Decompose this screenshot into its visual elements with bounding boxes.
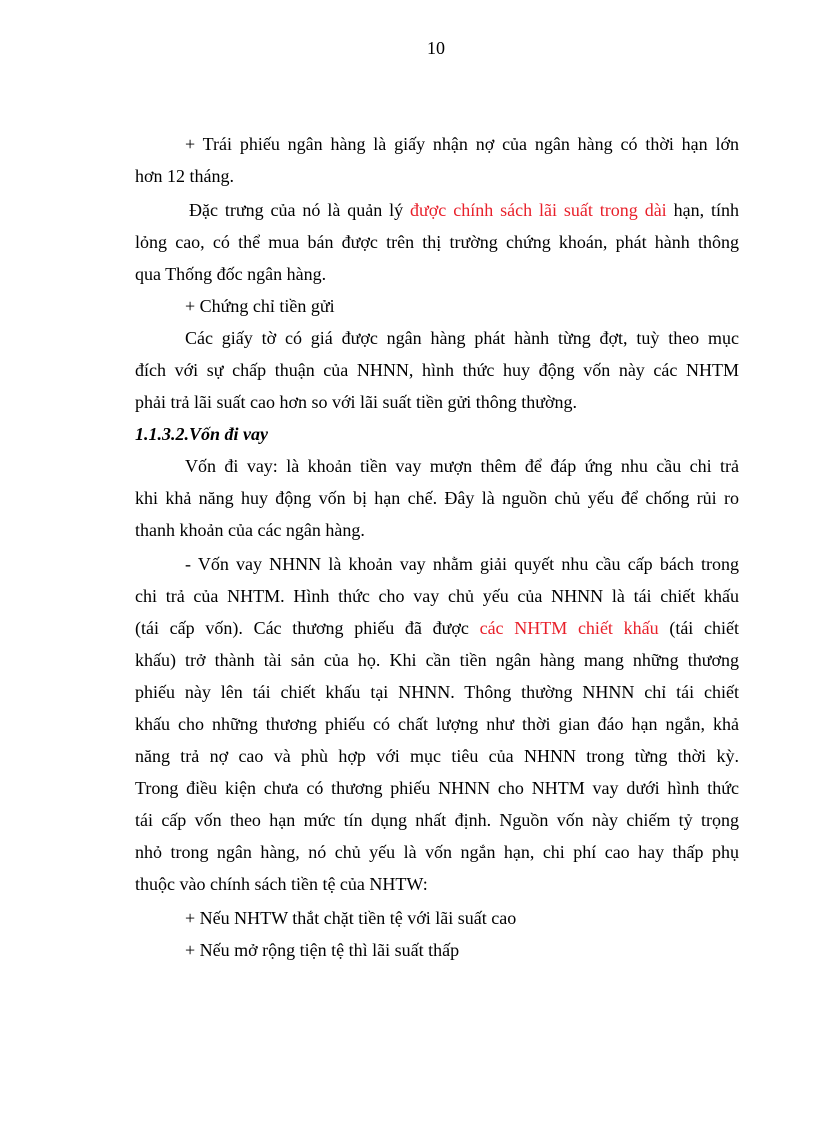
paragraph-line-highlight xyxy=(135,612,739,644)
paragraph-line: + Trái phiếu ngân hàng là giấy nhận nợ của ngân hàng có thời hạn lớn xyxy=(185,134,739,154)
paragraph-line: hơn 12 tháng. xyxy=(135,166,235,186)
paragraph-line: tái cấp vốn theo hạn mức tín dụng nhất định. Nguồn vốn này chiếm tỷ trọng xyxy=(135,810,739,830)
paragraph-line: + Chứng chỉ tiền gửi xyxy=(185,296,335,316)
text-span: hạn, tính xyxy=(666,200,739,220)
paragraph-line: Các giấy tờ có giá được ngân hàng phát hành từng đợt, tuỳ theo mục xyxy=(185,328,739,348)
paragraph-line: Trong điều kiện chưa có thương phiếu NHNN cho NHTM vay dưới hình thức xyxy=(135,778,739,798)
paragraph-line: + Nếu mở rộng tiện tệ thì lãi suất thấp xyxy=(185,940,460,960)
paragraph-line: nhỏ trong ngân hàng, nó chủ yếu là vốn ngắn hạn, chi phí cao hay thấp phụ xyxy=(135,842,739,862)
paragraph-line: - Vốn vay NHNN là khoản vay nhằm giải quyết nhu cầu cấp bách trong xyxy=(185,554,739,574)
paragraph-line: chi trả của NHTM. Hình thức cho vay chủ yếu của NHNN là tái chiết khấu xyxy=(135,586,739,606)
text-span: (tái cấp vốn). Các thương phiếu đã được xyxy=(135,618,480,638)
highlighted-text: được chính sách lãi suất trong dài xyxy=(410,200,667,220)
paragraph-line: khi khả năng huy động vốn bị hạn chế. Đây là nguồn chủ yếu để chống rủi ro xyxy=(135,488,739,508)
paragraph-line: thuộc vào chính sách tiền tệ của NHTW: xyxy=(135,874,428,894)
paragraph-line: + Nếu NHTW thắt chặt tiền tệ với lãi suất cao xyxy=(185,908,517,928)
paragraph-line: khấu) trở thành tài sản của họ. Khi cần tiền ngân hàng mang những thương xyxy=(135,650,739,670)
paragraph-line: thanh khoản của các ngân hàng. xyxy=(135,520,365,540)
paragraph-line: qua Thống đốc ngân hàng. xyxy=(135,264,327,284)
paragraph-line: phiếu này lên tái chiết khấu tại NHNN. Thông thường NHNN chỉ tái chiết xyxy=(135,682,739,702)
text-span: Đặc trưng của nó là quản lý xyxy=(189,200,411,220)
paragraph-line: đích với sự chấp thuận của NHNN, hình thức huy động vốn này các NHTM xyxy=(135,360,739,380)
paragraph-line: khấu cho những thương phiếu có chất lượng như thời gian đáo hạn ngắn, khả xyxy=(135,714,739,734)
paragraph-line: năng trả nợ cao và phù hợp với mục tiêu của NHNN trong từng thời kỳ. xyxy=(135,746,739,766)
text-span: (tái chiết xyxy=(658,618,739,638)
highlighted-text: các NHTM chiết khấu xyxy=(479,618,659,638)
page-number: 10 xyxy=(427,38,445,58)
paragraph-line: lỏng cao, có thể mua bán được trên thị trường chứng khoán, phát hành thông xyxy=(135,232,739,252)
section-heading: 1.1.3.2.Vốn đi vay xyxy=(135,424,268,444)
paragraph-line-highlight xyxy=(189,194,739,226)
paragraph-line: Vốn đi vay: là khoản tiền vay mượn thêm để đáp ứng nhu cầu chi trả xyxy=(185,456,739,476)
paragraph-line: phải trả lãi suất cao hơn so với lãi suất tiền gửi thông thường. xyxy=(135,392,577,412)
